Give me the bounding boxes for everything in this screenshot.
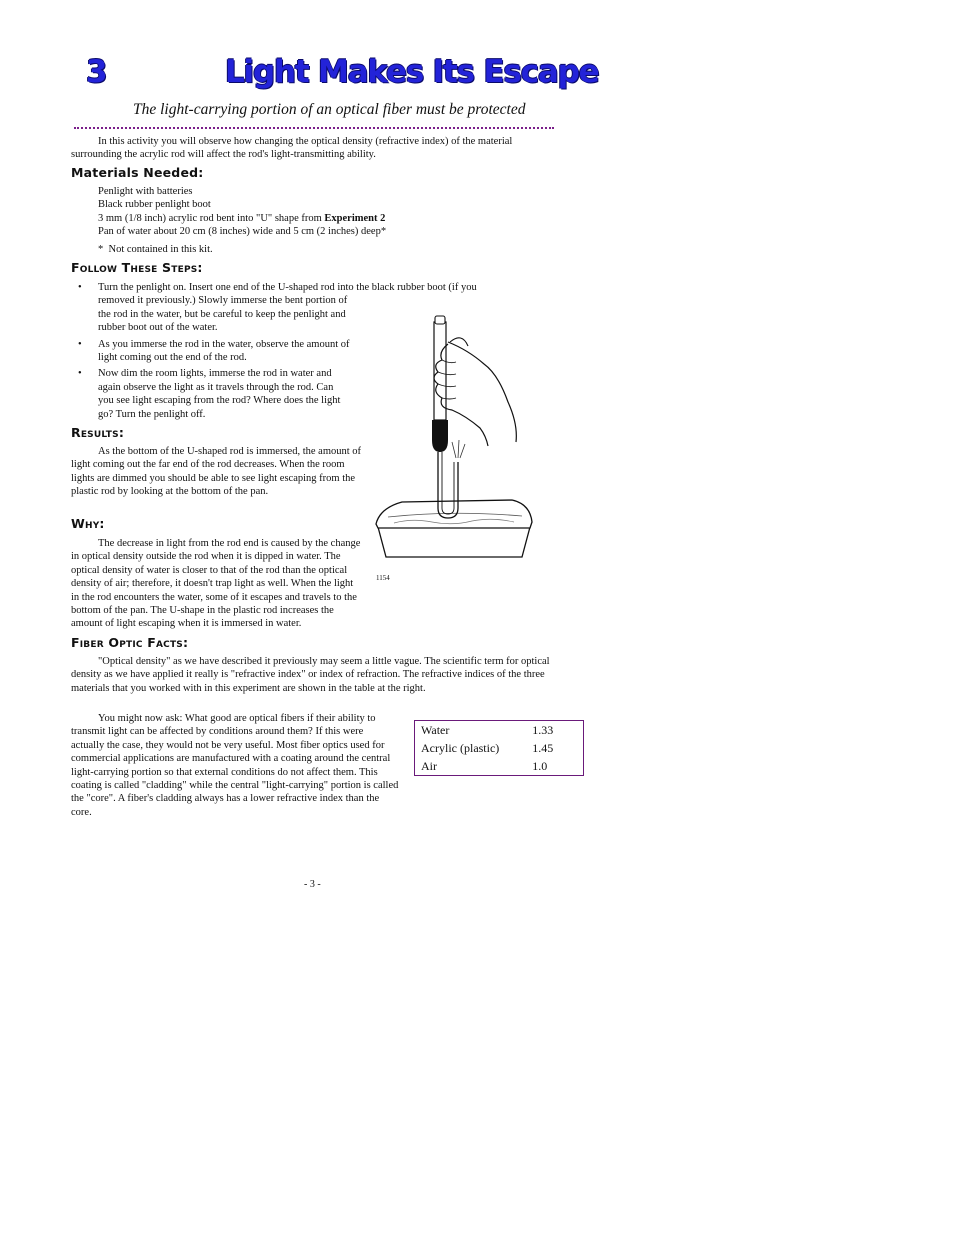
index-cell: 1.0 bbox=[532, 759, 548, 773]
figure-caption: 1154 bbox=[376, 574, 390, 582]
bullet-icon: • bbox=[78, 368, 82, 380]
results-heading: Results: bbox=[71, 425, 125, 440]
step-text bbox=[98, 281, 477, 335]
page-subtitle: The light-carrying portion of an optical fiber must be protected bbox=[133, 101, 526, 118]
materials-heading: Materials Needed: bbox=[71, 165, 204, 180]
steps-heading: Follow These Steps: bbox=[71, 260, 203, 275]
facts-paragraph-1: "Optical density" as we have described it previously may seem a little vague. The scientific term for optical density as we have applied it really is "refractive index" or index of refraction. The refractive indices of the three materials that you worked with in this experiment are shown in the table at the right. bbox=[71, 656, 550, 694]
experiment-number: 3 bbox=[86, 54, 107, 90]
step-text: Now dim the room lights, immerse the rod in water and again observe the light as it travels through the rod. Can you see light escaping from the rod? Where does the light go? Turn the penlight off. bbox=[98, 368, 341, 420]
material-cell: Acrylic (plastic) bbox=[421, 741, 500, 755]
facts-block-1 bbox=[71, 655, 557, 695]
why-text: The decrease in light from the rod end is caused by the change in optical density outside the rod when it is dipped in water. The optical density of water is closer to that of the rod than the optical density of air; therefore, it doesn't trap light as well. When the light in the rod encounters the water, some of it escapes and travels to the bottom of the pan. The U-shape in the plastic rod increases the amount of light escaping when it is immersed in water. bbox=[71, 538, 361, 630]
penlight-experiment-illustration bbox=[372, 312, 534, 562]
why-block bbox=[71, 537, 363, 631]
why-heading: Why: bbox=[71, 516, 105, 531]
step-text-rest: removed it previously.) Slowly immerse the bent portion of the rod in the water, but be careful to keep the penlight and rubber boot out of the water. bbox=[98, 295, 348, 334]
title-divider bbox=[74, 127, 554, 129]
results-text: As the bottom of the U-shaped rod is immersed, the amount of light coming out the far end of the rod decreases. When the room lights are dimmed you should be able to see light escaping from the plastic rod by looking at the bottom of the pan. bbox=[71, 446, 362, 498]
materials-list bbox=[98, 185, 386, 239]
intro-text: In this activity you will observe how changing the optical density (refractive index) of the material surrounding the acrylic rod will affect the rod's light-transmitting ability. bbox=[71, 136, 513, 161]
refractive-index-table bbox=[414, 720, 584, 776]
facts-paragraph-2: You might now ask: What good are optical fibers if their ability to transmit light can be affected by conditions around them? If this were actually the case, they would not be very useful. Most fiber optics used for commercial applications are manufactured with a coating around the central light-carrying portion so that external conditions do not affect them. This coating is called "cladding" while the central "light-carrying" portion is called the "core". A fiber's cladding always has a lower refractive index than the core. bbox=[71, 713, 399, 818]
material-item-text: 3 mm (1/8 inch) acrylic rod bent into "U" shape from bbox=[98, 212, 325, 224]
materials-footnote bbox=[98, 243, 213, 256]
material-item: Penlight with batteries bbox=[98, 186, 193, 197]
material-item: Black rubber penlight boot bbox=[98, 199, 211, 211]
experiment-reference: Experiment 2 bbox=[324, 212, 386, 224]
table-row bbox=[415, 739, 584, 757]
table-row bbox=[415, 757, 584, 776]
step-text: As you immerse the rod in the water, observe the amount of light coming out the end of the rod. bbox=[98, 338, 350, 364]
material-cell: Water bbox=[421, 723, 450, 737]
material-cell: Air bbox=[421, 759, 437, 773]
footnote-text: Not contained in this kit. bbox=[108, 244, 213, 255]
footnote-mark: * bbox=[98, 244, 104, 255]
index-cell: 1.33 bbox=[532, 723, 554, 737]
material-item: Pan of water about 20 cm (8 inches) wide and 5 cm (2 inches) deep* bbox=[98, 226, 387, 238]
bullet-icon: • bbox=[78, 338, 82, 350]
intro-block bbox=[71, 135, 557, 162]
table-row bbox=[415, 721, 584, 740]
index-cell: 1.45 bbox=[532, 741, 554, 755]
step-text-line: Turn the penlight on. Insert one end of the U-shaped rod into the black rubber boot (if you bbox=[98, 282, 477, 293]
results-block bbox=[71, 445, 363, 499]
material-item bbox=[98, 212, 386, 225]
facts-block-2 bbox=[71, 712, 399, 819]
facts-heading: Fiber Optic Facts: bbox=[71, 635, 189, 650]
page-number: - 3 - bbox=[304, 879, 321, 890]
bullet-icon: • bbox=[78, 282, 82, 293]
page-title: Light Makes Its Escape bbox=[225, 54, 599, 90]
